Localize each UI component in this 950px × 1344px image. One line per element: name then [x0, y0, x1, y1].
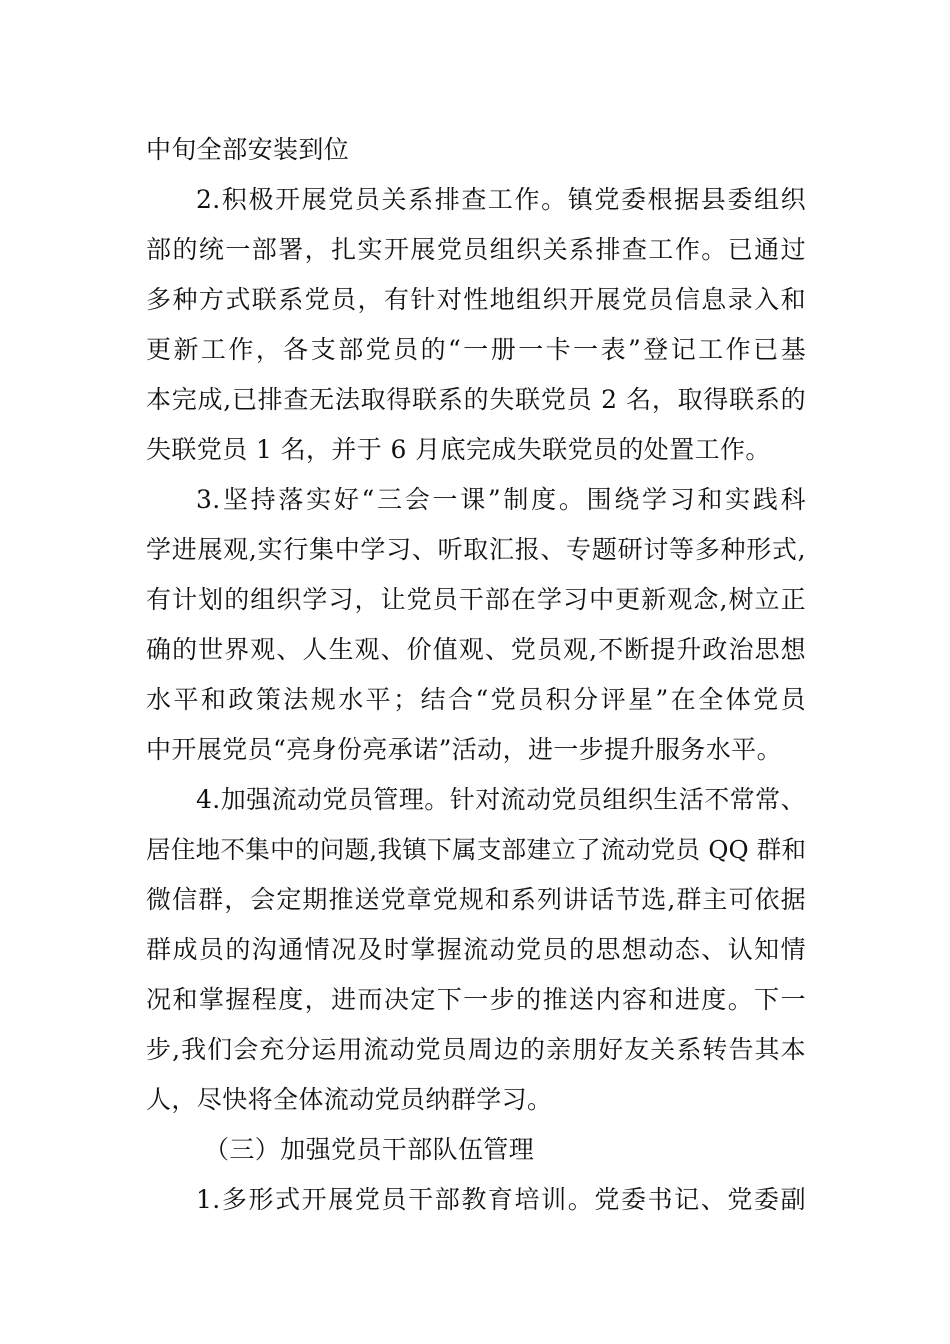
- text-line: 学进展观,实行集中学习、听取汇报、专题研讨等多种形式,: [146, 535, 806, 564]
- section-heading: （三）加强党员干部队伍管理: [204, 1135, 535, 1164]
- text-line: 有计划的组织学习，让党员干部在学习中更新观念,树立正: [146, 585, 806, 614]
- text-line: 多种方式联系党员，有针对性地组织开展党员信息录入和: [146, 285, 806, 314]
- text-line: 况和掌握程度，进而决定下一步的推送内容和进度。下一: [146, 985, 806, 1014]
- paragraph-start-line: 3.坚持落实好“三会一课”制度。围绕学习和实践科: [196, 485, 806, 514]
- text-line: 中旬全部安装到位: [146, 135, 350, 164]
- text-line: 居住地不集中的问题,我镇下属支部建立了流动党员 QQ 群和: [146, 835, 806, 864]
- text-line: 群成员的沟通情况及时掌握流动党员的思想动态、认知情: [146, 935, 806, 964]
- text-line: 中开展党员“亮身份亮承诺”活动，进一步提升服务水平。: [146, 735, 782, 764]
- text-line: 步,我们会充分运用流动党员周边的亲朋好友关系转告其本: [146, 1035, 806, 1064]
- paragraph-start-line: 1.多形式开展党员干部教育培训。党委书记、党委副: [196, 1185, 806, 1214]
- text-line: 确的世界观、人生观、价值观、党员观,不断提升政治思想: [146, 635, 806, 664]
- text-line: 部的统一部署，扎实开展党员组织关系排查工作。已通过: [146, 235, 806, 264]
- paragraph-start-line: 2.积极开展党员关系排查工作。镇党委根据县委组织: [196, 185, 806, 214]
- text-line: 人，尽快将全体流动党员纳群学习。: [146, 1085, 553, 1114]
- text-line: 更新工作，各支部党员的“一册一卡一表”登记工作已基: [146, 335, 806, 364]
- text-line: 微信群，会定期推送党章党规和系列讲话节选,群主可依据: [146, 885, 806, 914]
- text-line: 失联党员 1 名，并于 6 月底完成失联党员的处置工作。: [146, 435, 771, 464]
- text-line: 本完成,已排查无法取得联系的失联党员 2 名，取得联系的: [146, 385, 806, 414]
- paragraph-start-line: 4.加强流动党员管理。针对流动党员组织生活不常常、: [196, 785, 806, 814]
- text-line: 水平和政策法规水平；结合“党员积分评星”在全体党员: [146, 685, 806, 714]
